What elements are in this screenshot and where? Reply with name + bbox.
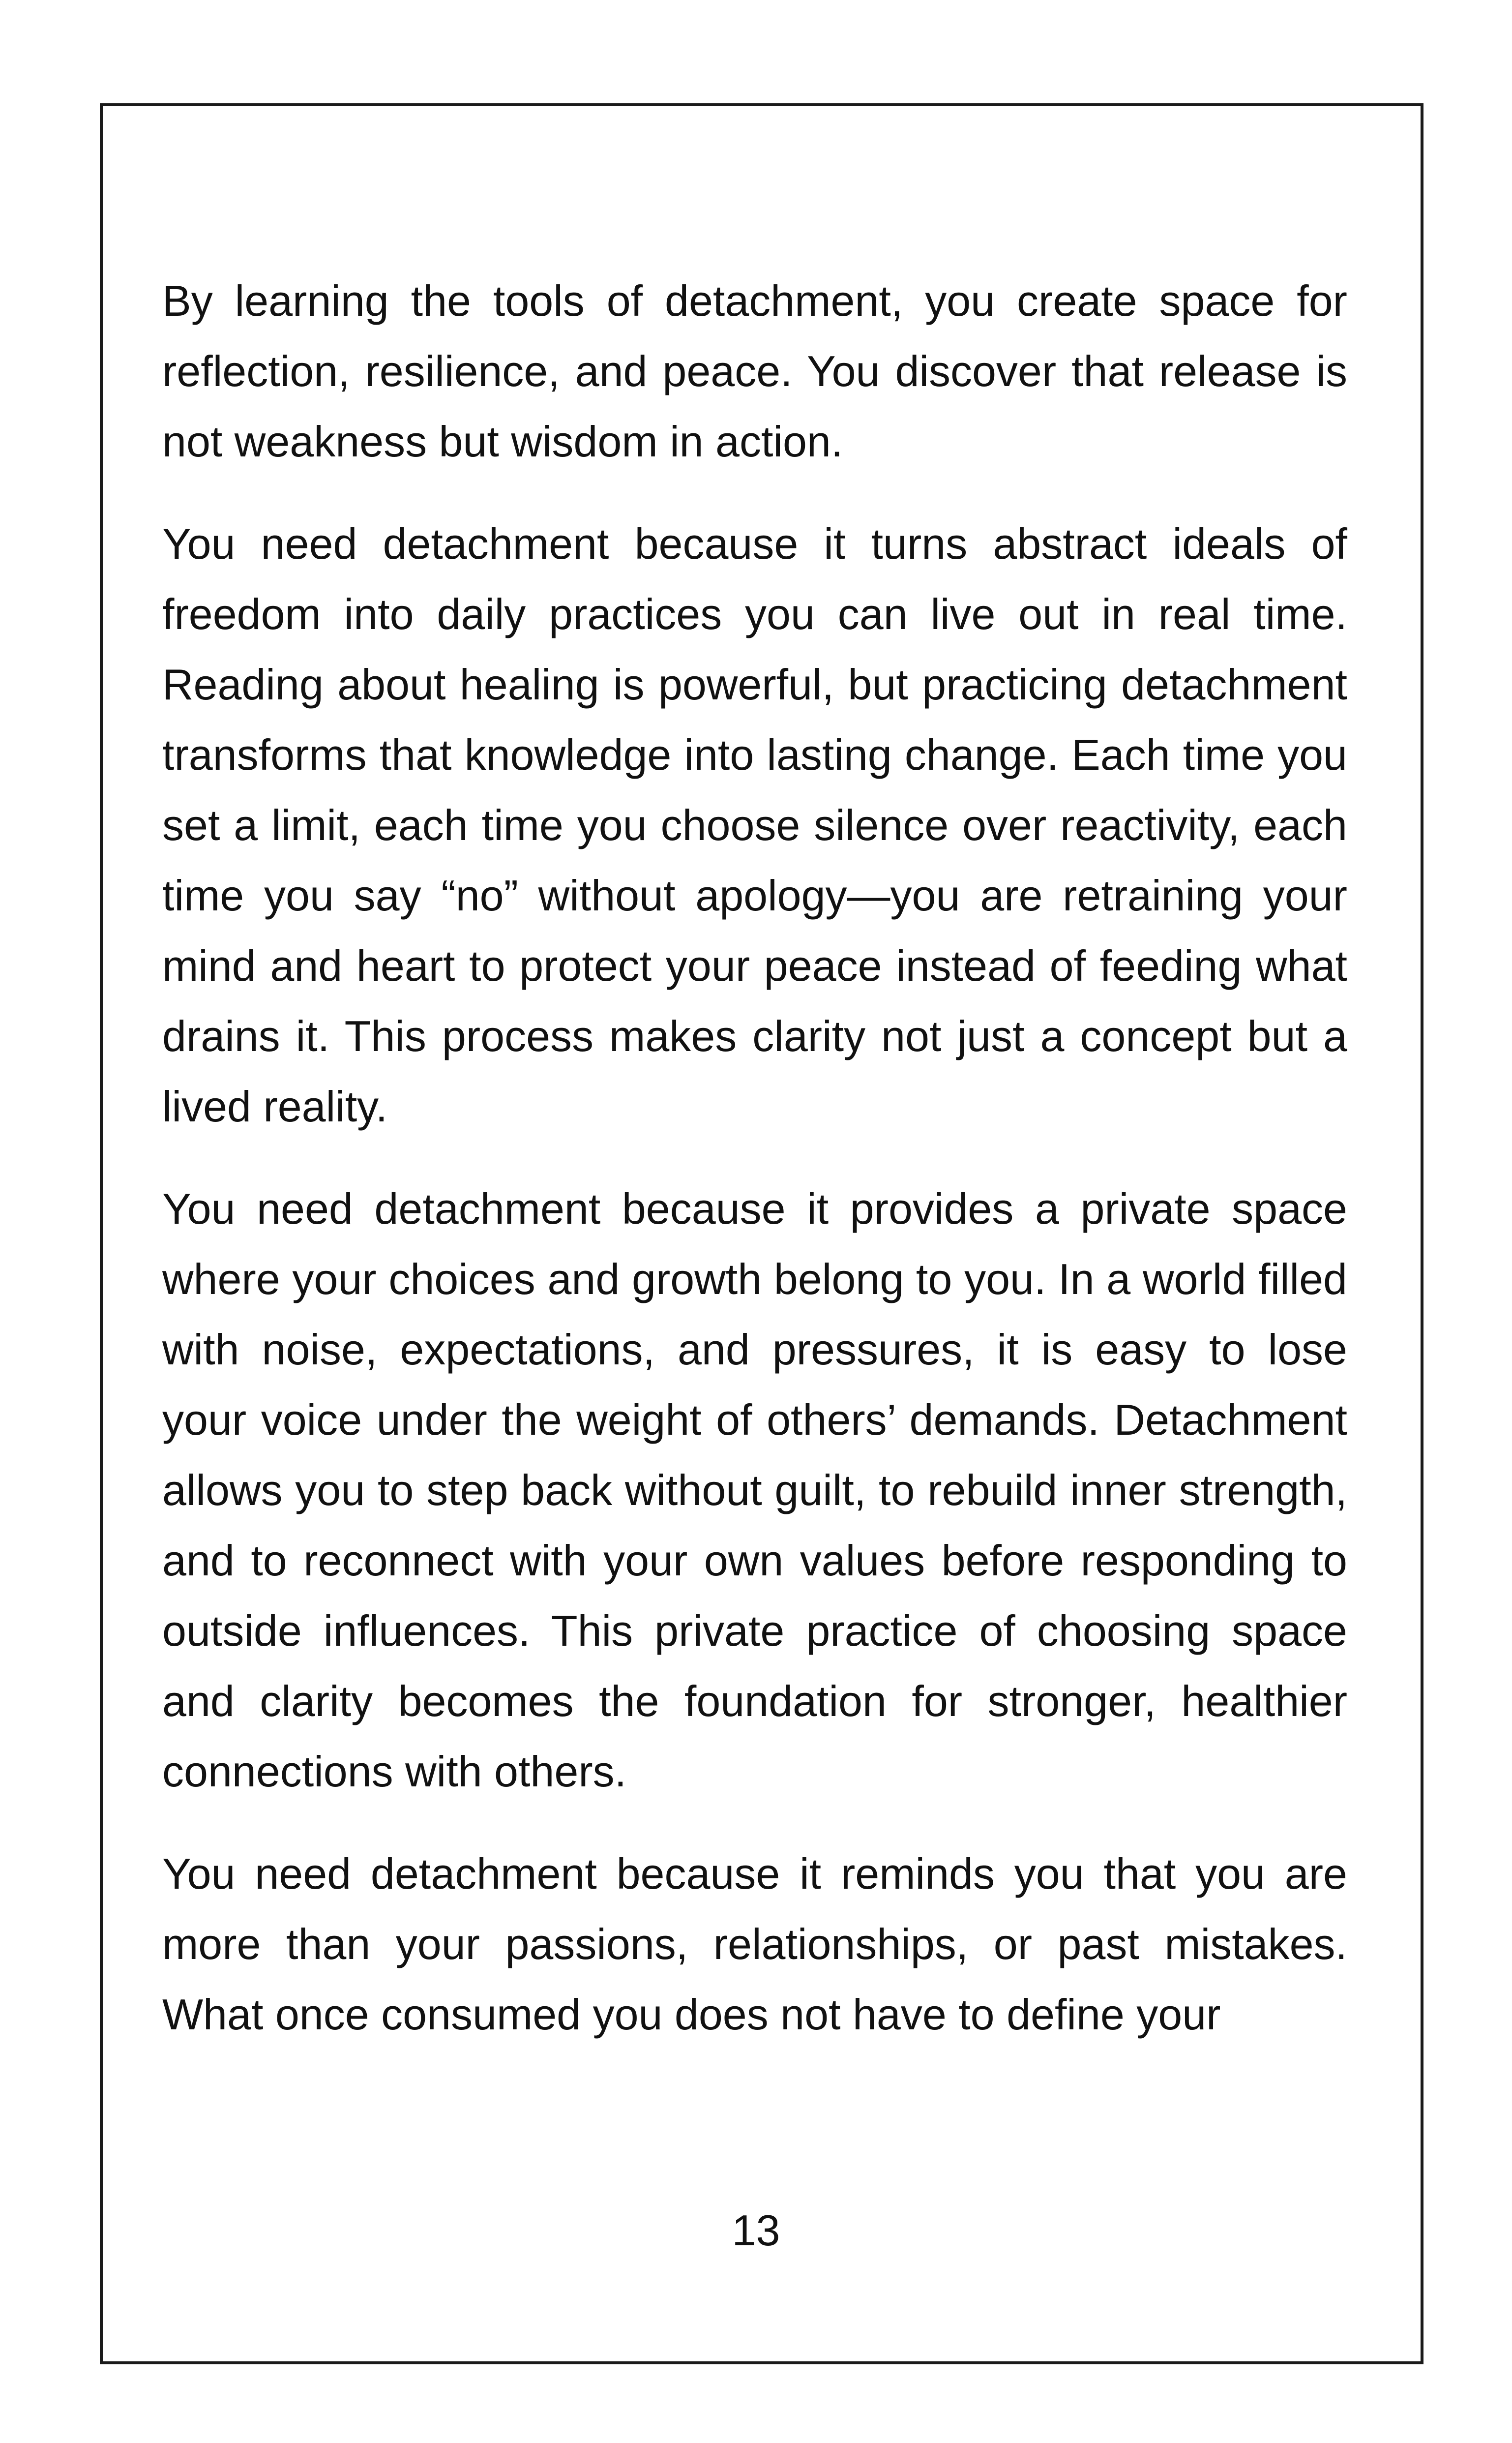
paragraph-1: By learning the tools of detachment, you create space for reflection, resilience, and peace. You discover that release is not weakness but wisdom in action. <box>162 276 1347 466</box>
paragraph-4: You need detachment because it reminds you that you are more than your passions, relationships, or past mistakes. What once consumed you does not have to define your <box>162 1849 1347 2039</box>
paragraph-2: You need detachment because it turns abstract ideals of freedom into daily practices you can live out in real time. Reading about healing is powerful, but practicing detachment transforms that knowledge into lasting change. Each time you set a limit, each time you choose silence over reactivity, each time you say “no” without apology—you are retraining your mind and heart to protect your peace instead of feeding what drains it. This process makes clarity not just a concept but a lived reality. <box>162 519 1347 1131</box>
paragraph-3: You need detachment because it provides a private space where your choices and growth belong to you. In a world filled with noise, expectations, and pressures, it is easy to lose your voice under the weight of others’ demands. Detachment allows you to step back without guilt, to rebuild inner strength, and to reconnect with your own values before responding to outside influences. This private practice of choosing space and clarity becomes the foundation for stronger, healthier connections with others. <box>162 1184 1347 1796</box>
page-number: 13 <box>732 2206 780 2255</box>
body-text <box>162 266 1347 2050</box>
